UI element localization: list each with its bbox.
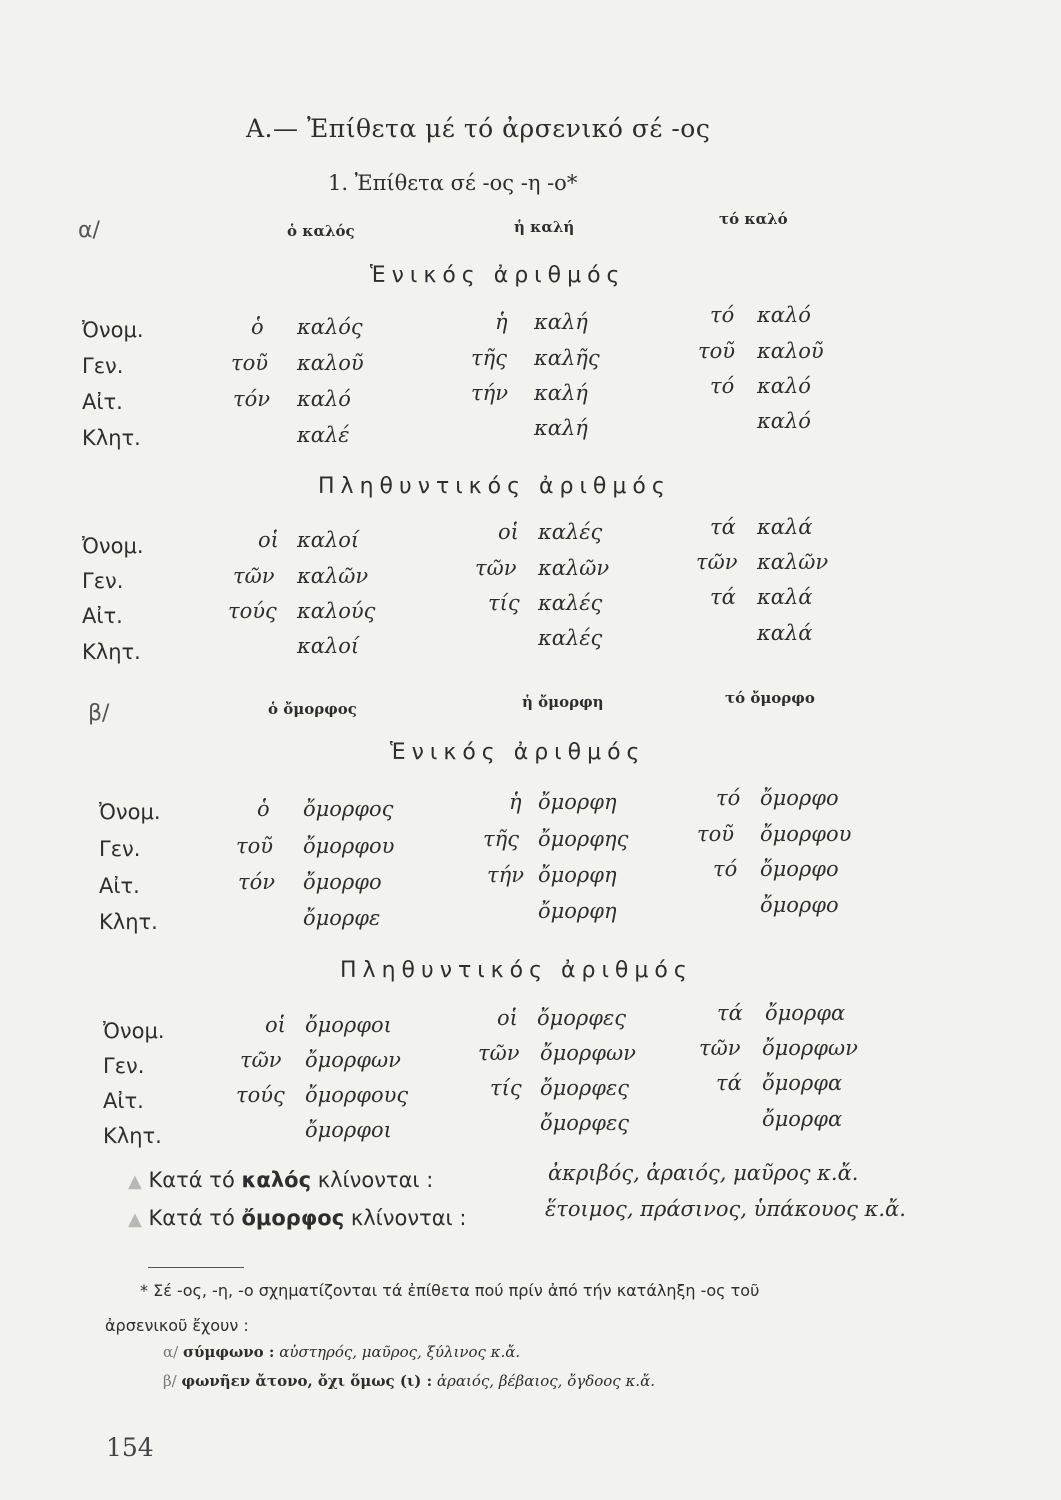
- masculine-article: τοῦ: [236, 834, 274, 858]
- neuter-form: καλό: [757, 374, 811, 398]
- neuter-article: τά: [710, 585, 736, 609]
- feminine-article: τήν: [471, 381, 508, 405]
- plural-heading: Πληθυντικός ἀριθμός: [340, 958, 693, 983]
- feminine-article: οἱ: [497, 1006, 518, 1030]
- masculine-form: ὄμορφων: [305, 1048, 401, 1072]
- singular-heading: Ἑνικός ἀριθμός: [390, 740, 646, 765]
- masculine-form: ὄμορφος: [303, 797, 394, 821]
- masculine-article: τούς: [236, 1083, 285, 1107]
- footnote-divider: [148, 1267, 244, 1268]
- neuter-form: καλά: [757, 585, 813, 609]
- masculine-form: καλῶν: [297, 564, 369, 588]
- masculine-article: τούς: [228, 599, 277, 623]
- masculine-form: ὄμορφοι: [305, 1118, 392, 1142]
- neuter-form: ὄμορφο: [760, 786, 839, 810]
- neuter-article: τό: [713, 857, 738, 881]
- neuter-article: τό: [710, 374, 735, 398]
- case-label: Αἰτ.: [82, 390, 123, 414]
- footnote-item-b: β/ φωνῆεν ἄτονο, ὄχι ὅμως (ι) : ἀραιός, βέβαιος, ὄγδοος κ.ἄ.: [163, 1372, 655, 1390]
- masculine-article: τόν: [233, 387, 271, 411]
- masculine-form: καλέ: [297, 423, 350, 447]
- gender-neuter: τό καλό: [719, 210, 788, 228]
- footnote-line-1: * Σέ -ος, -η, -ο σχηματίζονται τά ἐπίθετα πού πρίν ἀπό τήν κατάληξη -ος τοῦ: [140, 1281, 760, 1300]
- feminine-form: ὄμορφη: [538, 790, 617, 814]
- declension-note-omorfos: ▲ Κατά τό ὄμορφος κλίνονται :: [128, 1206, 467, 1230]
- gender-feminine: ἡ ὄμορφη: [522, 693, 604, 711]
- feminine-form: καλῆς: [534, 346, 600, 370]
- case-label: Γεν.: [99, 837, 141, 861]
- gender-masculine: ὁ καλός: [287, 222, 355, 240]
- masculine-form: ὄμορφου: [303, 834, 395, 858]
- plural-heading: Πληθυντικός ἀριθμός: [318, 474, 671, 499]
- feminine-article: τῆς: [483, 827, 519, 851]
- masculine-form: ὄμορφους: [305, 1083, 409, 1107]
- case-label: Ὀνομ.: [82, 318, 144, 342]
- neuter-form: ὄμορφα: [765, 1001, 846, 1025]
- case-label: Αἰτ.: [103, 1089, 144, 1113]
- neuter-form: καλῶν: [757, 550, 829, 574]
- feminine-form: καλές: [538, 520, 603, 544]
- neuter-form: ὄμορφο: [760, 893, 839, 917]
- neuter-article: τό: [716, 786, 741, 810]
- masculine-form: καλό: [297, 387, 351, 411]
- subsection-title: 1. Ἐπίθετα σέ -ος -η -ο*: [328, 171, 578, 195]
- neuter-form: ὄμορφο: [760, 857, 839, 881]
- triangle-icon: ▲: [128, 1171, 142, 1192]
- declension-examples-kalos: ἀκριβός, ἀραιός, μαῦρος κ.ἄ.: [548, 1161, 859, 1185]
- footnote-item-a: α/ σύμφωνο : αὐστηρός, μαῦρος, ξύλινος κ.ἄ.: [163, 1343, 521, 1361]
- section-title: Α.— Ἐπίθετα μέ τό ἀρσενικό σέ -ος: [246, 114, 711, 143]
- case-label: Αἰτ.: [82, 604, 123, 628]
- masculine-form: ὄμορφο: [303, 870, 382, 894]
- masculine-form: καλοῦ: [297, 351, 364, 375]
- masculine-form: καλοί: [297, 634, 360, 658]
- neuter-form: καλό: [757, 409, 811, 433]
- masculine-article: τοῦ: [231, 351, 269, 375]
- neuter-form: καλό: [757, 303, 811, 327]
- declension-note-kalos: ▲ Κατά τό καλός κλίνονται :: [128, 1168, 434, 1192]
- neuter-article: τό: [710, 303, 735, 327]
- feminine-form: καλή: [534, 416, 588, 440]
- feminine-form: καλή: [534, 381, 588, 405]
- neuter-article: τῶν: [696, 550, 738, 574]
- case-label: Κλητ.: [103, 1124, 162, 1148]
- feminine-form: καλές: [538, 626, 603, 650]
- feminine-form: καλῶν: [538, 556, 610, 580]
- neuter-form: ὄμορφων: [762, 1036, 858, 1060]
- case-label: Κλητ.: [99, 910, 158, 934]
- feminine-article: τῆς: [471, 346, 507, 370]
- paradigm-a-marker: α/: [78, 218, 100, 243]
- feminine-article: τίς: [488, 591, 520, 615]
- feminine-form: ὄμορφες: [540, 1111, 630, 1135]
- page-number: 154: [106, 1433, 154, 1462]
- feminine-form: ὄμορφων: [540, 1041, 636, 1065]
- feminine-form: καλή: [534, 310, 588, 334]
- neuter-form: ὄμορφα: [762, 1071, 843, 1095]
- masculine-form: ὄμορφε: [303, 906, 381, 930]
- neuter-form: καλά: [757, 621, 813, 645]
- gender-feminine: ἡ καλή: [514, 218, 575, 236]
- masculine-article: τῶν: [240, 1048, 282, 1072]
- case-label: Αἰτ.: [99, 874, 140, 898]
- case-label: Γεν.: [82, 569, 124, 593]
- neuter-form: καλά: [757, 515, 813, 539]
- singular-heading: Ἑνικός ἀριθμός: [370, 263, 626, 288]
- declension-examples-omorfos: ἕτοιμος, πράσινος, ὑπάκουος κ.ἄ.: [545, 1197, 906, 1221]
- masculine-article: ὁ: [257, 797, 270, 821]
- neuter-article: τοῦ: [697, 822, 735, 846]
- feminine-form: ὄμορφες: [540, 1076, 630, 1100]
- masculine-article: τῶν: [233, 564, 275, 588]
- feminine-form: ὄμορφη: [538, 863, 617, 887]
- neuter-form: καλοῦ: [757, 339, 824, 363]
- neuter-form: ὄμορφου: [760, 822, 852, 846]
- paradigm-b-marker: β/: [88, 701, 110, 726]
- feminine-form: ὄμορφης: [538, 827, 629, 851]
- case-label: Ὀνομ.: [99, 800, 161, 824]
- neuter-form: ὄμορφα: [762, 1107, 843, 1131]
- feminine-article: ἡ: [509, 790, 522, 814]
- feminine-article: τήν: [487, 863, 524, 887]
- case-label: Κλητ.: [82, 426, 141, 450]
- masculine-form: καλός: [297, 315, 363, 339]
- triangle-icon: ▲: [128, 1209, 142, 1230]
- case-label: Γεν.: [82, 354, 124, 378]
- case-label: Ὀνομ.: [82, 534, 144, 558]
- feminine-article: τῶν: [475, 556, 517, 580]
- case-label: Κλητ.: [82, 640, 141, 664]
- neuter-article: τοῦ: [698, 339, 736, 363]
- masculine-form: καλούς: [297, 599, 376, 623]
- masculine-form: ὄμορφοι: [305, 1013, 392, 1037]
- feminine-form: καλές: [538, 591, 603, 615]
- masculine-article: τόν: [238, 870, 276, 894]
- feminine-article: ἡ: [495, 310, 508, 334]
- masculine-article: οἱ: [265, 1013, 286, 1037]
- neuter-article: τά: [710, 515, 736, 539]
- feminine-article: οἱ: [498, 520, 519, 544]
- neuter-article: τά: [716, 1071, 742, 1095]
- feminine-form: ὄμορφες: [537, 1006, 627, 1030]
- case-label: Γεν.: [103, 1054, 145, 1078]
- feminine-form: ὄμορφη: [538, 899, 617, 923]
- feminine-article: τίς: [490, 1076, 522, 1100]
- neuter-article: τά: [717, 1001, 743, 1025]
- footnote-line-2: ἀρσενικοῦ ἔχουν :: [105, 1316, 249, 1335]
- gender-masculine: ὁ ὄμορφος: [268, 700, 357, 718]
- masculine-article: ὁ: [251, 315, 264, 339]
- neuter-article: τῶν: [699, 1036, 741, 1060]
- masculine-article: οἱ: [258, 528, 279, 552]
- case-label: Ὀνομ.: [103, 1019, 165, 1043]
- masculine-form: καλοί: [297, 528, 360, 552]
- gender-neuter: τό ὄμορφο: [725, 689, 815, 707]
- feminine-article: τῶν: [478, 1041, 520, 1065]
